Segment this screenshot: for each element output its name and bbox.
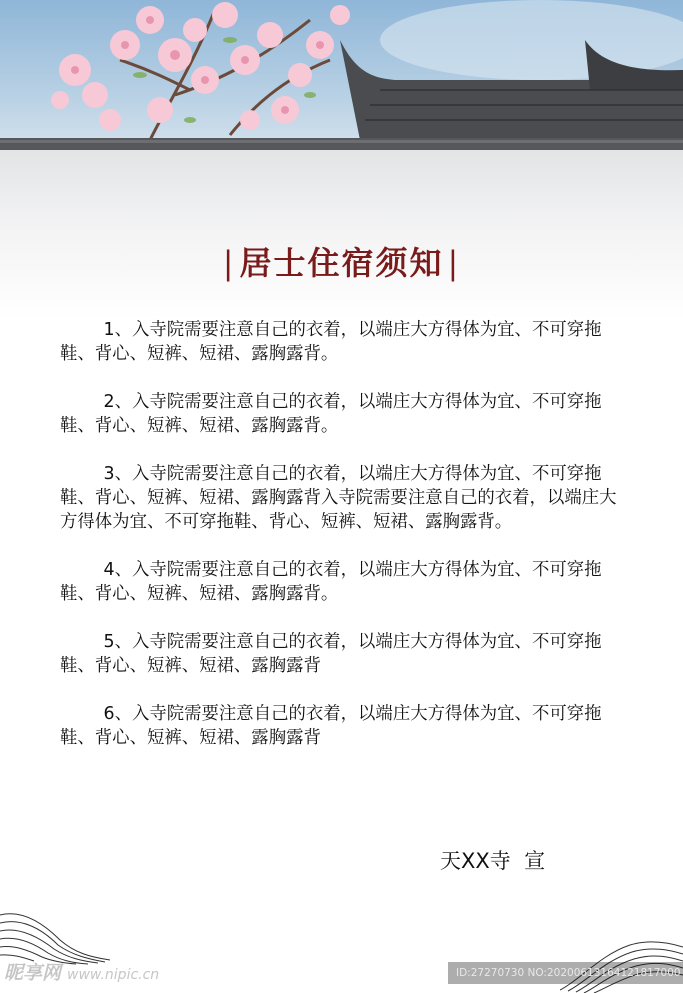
- header-banner: [0, 0, 683, 170]
- notice-title-text: 居士住宿须知: [239, 244, 444, 282]
- image-id-strip: ID:27270730 NO:20200613164121817000: [448, 962, 683, 984]
- notice-body: [60, 318, 620, 774]
- title-left-bar: |: [222, 244, 236, 282]
- rule-paragraph-5: 5、入寺院需要注意自己的衣着，以端庄大方得体为宜、不可穿拖鞋、背心、短裤、短裙、露胸露背: [60, 632, 602, 676]
- banner-fade: [0, 150, 683, 320]
- rule-paragraph-6: 6、入寺院需要注意自己的衣着，以端庄大方得体为宜、不可穿拖鞋、背心、短裤、短裙、露胸露背: [60, 704, 602, 748]
- watermark-url: www.nipic.cn: [67, 967, 160, 983]
- rule-paragraph-4: 4、入寺院需要注意自己的衣着，以端庄大方得体为宜、不可穿拖鞋、背心、短裤、短裙、露胸露背。: [60, 560, 602, 604]
- rule-paragraph-1: 1、入寺院需要注意自己的衣着，以端庄大方得体为宜、不可穿拖鞋、背心、短裤、短裙、露胸露背。: [60, 320, 602, 364]
- cherry-blossoms: [51, 2, 350, 131]
- notice-title: [0, 238, 683, 284]
- mountain-line-art-left: [0, 905, 120, 965]
- rule-paragraph-3: 3、入寺院需要注意自己的衣着，以端庄大方得体为宜、不可穿拖鞋、背心、短裤、短裙、露胸露背入寺院需要注意自己的衣着，以端庄大方得体为宜、不可穿拖鞋、背心、短裤、短裙、露胸露背。: [60, 464, 617, 532]
- signature: 天XX寺 宣: [440, 849, 546, 873]
- watermark-brand: 昵享网: [4, 962, 62, 984]
- rule-paragraph-2: 2、入寺院需要注意自己的衣着，以端庄大方得体为宜、不可穿拖鞋、背心、短裤、短裙、露胸露背。: [60, 392, 602, 436]
- watermark: [4, 958, 159, 985]
- title-right-bar: |: [447, 244, 461, 282]
- banner-illustration: [0, 0, 683, 170]
